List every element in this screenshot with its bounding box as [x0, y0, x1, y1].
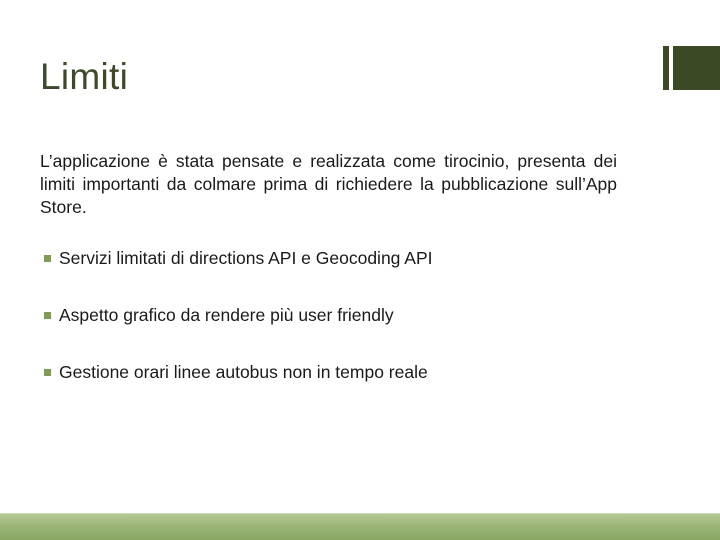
- square-bullet-icon: [44, 369, 51, 376]
- footer-band: [0, 513, 720, 540]
- bullet-text: Gestione orari linee autobus non in tempo reale: [59, 361, 428, 382]
- corner-bar-thin: [663, 46, 669, 90]
- intro-paragraph: L’applicazione è stata pensate e realizzata come tirocinio, presenta dei limiti importanti da colmare prima di richiedere la pubblicazione sull’App Store.: [40, 151, 617, 217]
- bullet-item: [44, 244, 664, 272]
- square-bullet-icon: [44, 312, 51, 319]
- bullet-list: [44, 244, 664, 415]
- corner-bar-decoration: [663, 46, 720, 90]
- bullet-item: [44, 358, 664, 386]
- bullet-item: [44, 301, 664, 329]
- square-bullet-icon: [44, 255, 51, 262]
- bullet-text: Servizi limitati di directions API e Geocoding API: [59, 247, 433, 268]
- slide-title: Limiti: [40, 56, 129, 97]
- bullet-text: Aspetto grafico da rendere più user friendly: [59, 304, 394, 325]
- corner-bar-thick: [673, 46, 720, 90]
